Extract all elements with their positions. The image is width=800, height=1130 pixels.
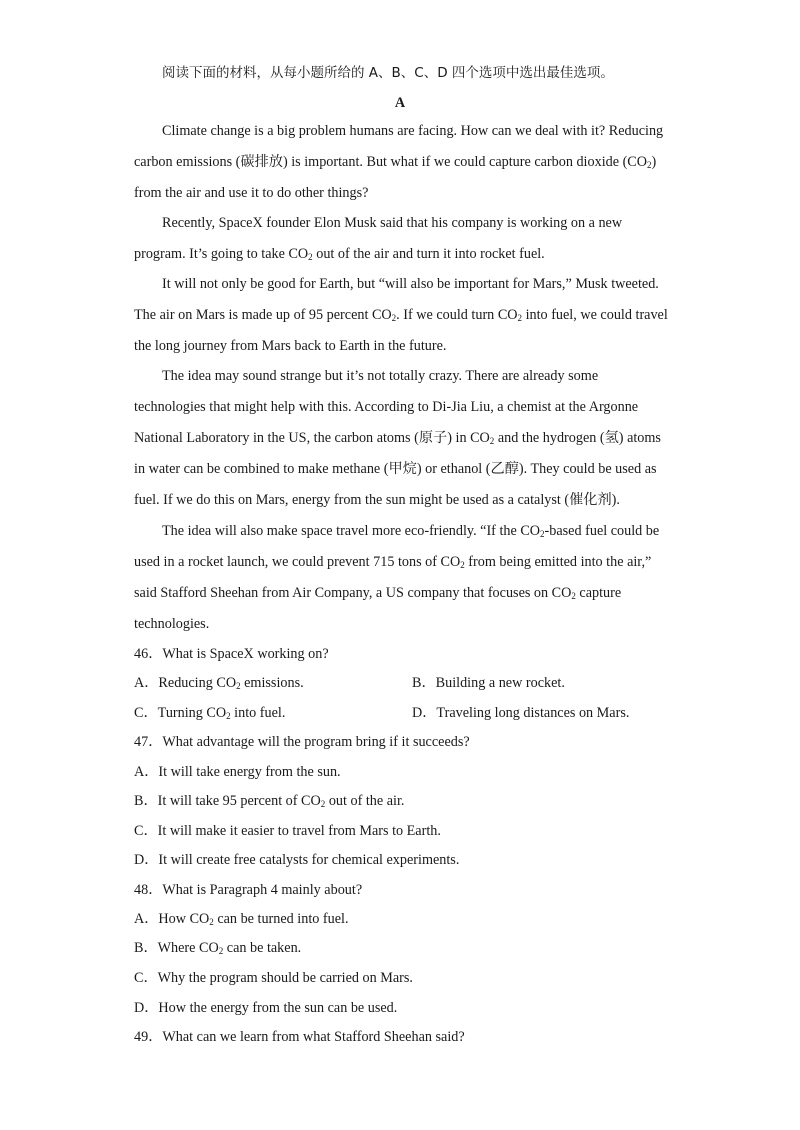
question-46-stem: 46．What is SpaceX working on? xyxy=(134,646,329,662)
passage-p2-line1: Recently, SpaceX founder Elon Musk said that his company is working on a new xyxy=(162,215,623,231)
passage-p4-line5: fuel. If we do this on Mars, energy from the sun might be used as a catalyst (催化剂). xyxy=(134,492,620,508)
q46-option-c: C．Turning $CO_2$ into fuel. xyxy=(134,705,286,721)
q46-option-a: A．Reducing $CO_2$ emissions. xyxy=(134,675,304,691)
passage-p5-line1: The idea will also make space travel more eco-friendly. “If the $CO_2$-based fuel could be xyxy=(162,523,660,539)
passage-p1-line3: from the air and use it to do other things? xyxy=(134,185,369,201)
q46-option-d: D．Traveling long distances on Mars. xyxy=(412,705,630,721)
question-48-stem: 48．What is Paragraph 4 mainly about? xyxy=(134,882,363,898)
q47-option-b: B．It will take 95 percent of $CO_2$ out of the air. xyxy=(134,793,405,809)
q48-option-c: C．Why the program should be carried on Mars. xyxy=(134,970,413,986)
passage-p1-line2: carbon emissions (碳排放) is important. But what if we could capture carbon dioxide $(CO_2)$ xyxy=(134,154,657,170)
q47-option-c: C．It will make it easier to travel from Mars to Earth. xyxy=(134,823,441,839)
passage-p4-line3: National Laboratory in the US, the carbon atoms (原子) in $CO_2$ and the hydrogen (氢) atoms xyxy=(134,430,661,446)
q48-option-b: B．Where $CO_2$ can be taken. xyxy=(134,940,302,956)
passage-p4-line1: The idea may sound strange but it’s not totally crazy. There are already some xyxy=(162,368,599,384)
passage-p2-line2: program. It’s going to take $CO_2$ out of the air and turn it into rocket fuel. xyxy=(134,246,545,262)
passage-p5-line2: used in a rocket launch, we could prevent 715 tons of $CO_2$ from being emitted into the air,” xyxy=(134,554,652,570)
instruction-text: 阅读下面的材料，从每小题所给的 A、B、C、D 四个选项中选出最佳选项。 xyxy=(162,65,614,81)
passage-p3-line1: It will not only be good for Earth, but “will also be important for Mars,” Musk tweeted. xyxy=(162,276,659,292)
passage-p4-line2: technologies that might help with this. According to Di-Jia Liu, a chemist at the Argonne xyxy=(134,399,639,415)
q46-option-b: B．Building a new rocket. xyxy=(412,675,565,691)
passage-p5-line4: technologies. xyxy=(134,616,210,632)
question-49-stem: 49．What can we learn from what Stafford Sheehan said? xyxy=(134,1029,465,1045)
passage-p3-line3: the long journey from Mars back to Earth in the future. xyxy=(134,338,447,354)
q47-option-a: A．It will take energy from the sun. xyxy=(134,764,341,780)
q47-option-d: D．It will create free catalysts for chemical experiments. xyxy=(134,852,460,868)
passage-p3-line2: The air on Mars is made up of 95 percent $CO_2$. If we could turn $CO_2$ into fuel, we could travel xyxy=(134,307,668,323)
passage-p5-line3: said Stafford Sheehan from Air Company, a US company that focuses on $CO_2$ capture xyxy=(134,585,622,601)
passage-p4-line4: in water can be combined to make methane (甲烷) or ethanol (乙醇). They could be used as xyxy=(134,461,657,477)
question-47-stem: 47．What advantage will the program bring if it succeeds? xyxy=(134,734,470,750)
passage-p1-line1: Climate change is a big problem humans are facing. How can we deal with it? Reducing xyxy=(162,123,664,139)
q48-option-a: A．How $CO_2$ can be turned into fuel. xyxy=(134,911,349,927)
section-title: A xyxy=(394,95,406,111)
q48-option-d: D．How the energy from the sun can be used. xyxy=(134,1000,398,1016)
